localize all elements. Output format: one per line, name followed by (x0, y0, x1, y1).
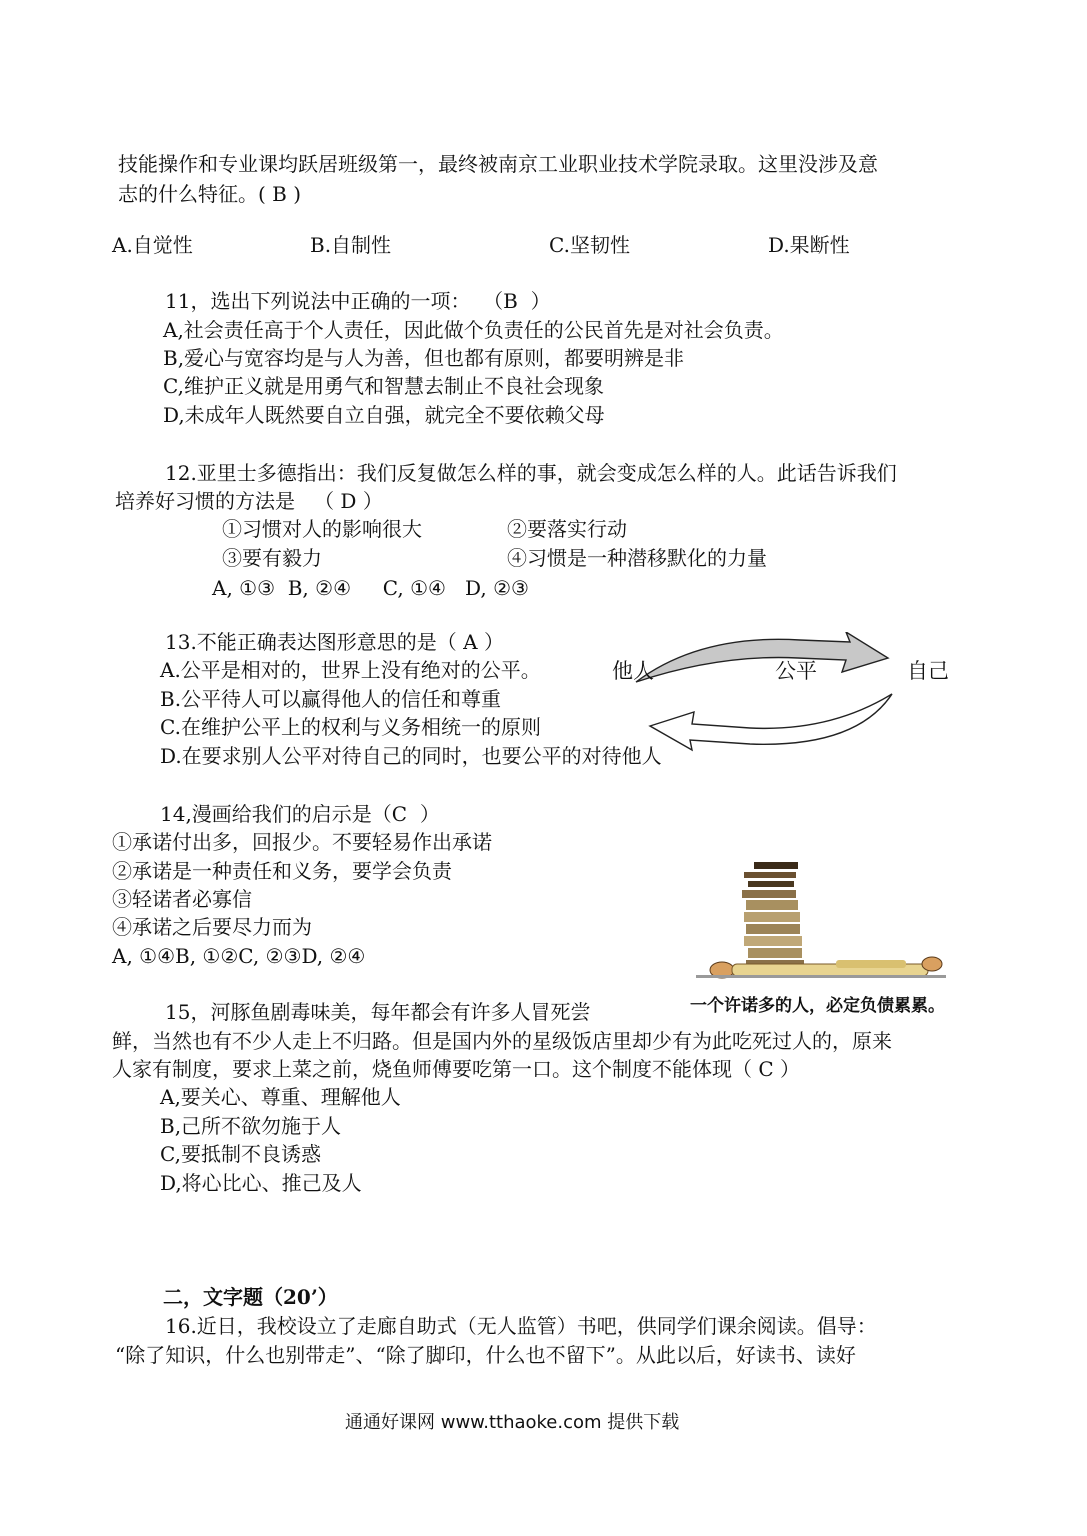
q11-stem: 11，选出下列说法中正确的一项： （B ） (165, 289, 551, 313)
q15-option-b: B,己所不欲勿施于人 (160, 1114, 342, 1138)
q14-item-4: ④承诺之后要尽力而为 (112, 915, 312, 939)
q13-option-c: C.在维护公平上的权利与义务相统一的原则 (160, 715, 541, 739)
q14-item-1: ①承诺付出多，回报少。不要轻易作出承诺 (112, 830, 492, 854)
q14-choices: A, ①④B, ①②C, ②③D, ②④ (112, 944, 366, 968)
upper-arrow-icon (636, 632, 888, 682)
q10-line2: 志的什么特征。( B ) (118, 182, 302, 206)
diagram-label-others: 他人 (612, 659, 654, 683)
q15-option-a: A,要关心、尊重、理解他人 (160, 1085, 401, 1109)
page-footer: 通通好课网 www.tthaoke.com 提供下载 (345, 1412, 680, 1433)
q12-choices: A, ①③ B, ②④ C, ①④ D, ②③ (212, 576, 529, 600)
q11-option-b: B,爱心与宽容均是与人为善，但也都有原则，都要明辨是非 (163, 346, 685, 370)
q10-option-d: D.果断性 (768, 233, 850, 257)
q15-line1: 15，河豚鱼剧毒味美，每年都会有许多人冒死尝 (165, 1000, 591, 1024)
q12-item-1: ①习惯对人的影响很大 (222, 517, 422, 541)
q12-stem-line2: 培养好习惯的方法是 （ D ） (115, 489, 383, 513)
q11-option-d: D,未成年人既然要自立自强，就完全不要依赖父母 (163, 403, 605, 427)
q14-item-3: ③轻诺者必寡信 (112, 887, 252, 911)
q15-line2: 鲜，当然也有不少人走上不归路。但是国内外的星级饭店里却少有为此吃死过人的，原来 (112, 1029, 892, 1053)
q10-option-b: B.自制性 (310, 233, 392, 257)
q13-stem: 13.不能正确表达图形意思的是（ A ） (165, 630, 504, 654)
q13-option-b: B.公平待人可以赢得他人的信任和尊重 (160, 687, 502, 711)
q15-option-c: C,要抵制不良诱惑 (160, 1142, 321, 1166)
q13-option-a: A.公平是相对的，世界上没有绝对的公平。 (160, 658, 541, 682)
q10-option-c: C.坚韧性 (549, 233, 630, 257)
q11-option-a: A,社会责任高于个人责任，因此做个负责任的公民首先是对社会负责。 (163, 318, 784, 342)
q15-line3: 人家有制度，要求上菜之前，烧鱼师傅要吃第一口。这个制度不能体现（ C ） (112, 1057, 801, 1081)
q10-option-a: A.自觉性 (112, 233, 193, 257)
q12-stem-line1: 12.亚里士多德指出：我们反复做怎么样的事，就会变成怎么样的人。此话告诉我们 (165, 461, 897, 485)
cartoon-caption: 一个许诺多的人，必定负债累累。 (690, 996, 945, 1016)
q14-stem: 14,漫画给我们的启示是（C ） (160, 802, 440, 826)
q15-option-d: D,将心比心、推己及人 (160, 1171, 362, 1195)
q12-item-3: ③要有毅力 (222, 546, 322, 570)
q12-item-2: ②要落实行动 (507, 517, 627, 541)
lower-arrow-icon (650, 694, 892, 750)
q16-line1: 16.近日，我校设立了走廊自助式（无人监管）书吧，供同学们课余阅读。倡导： (165, 1314, 877, 1338)
q12-item-4: ④习惯是一种潜移默化的力量 (507, 546, 767, 570)
q11-option-c: C,维护正义就是用勇气和智慧去制止不良社会现象 (163, 374, 604, 398)
diagram-label-self: 自己 (907, 659, 949, 683)
lying-person-icon (696, 957, 946, 978)
section2-heading: 二，文字题（20’） (163, 1285, 338, 1309)
q16-line2: “除了知识，什么也别带走”、“除了脚印，什么也不留下”。从此以后，好读书、读好 (115, 1343, 856, 1367)
diagram-label-fairness: 公平 (775, 659, 817, 683)
paper-stack-icon (742, 862, 804, 968)
q13-option-d: D.在要求别人公平对待自己的同时，也要公平的对待他人 (160, 744, 662, 768)
q14-item-2: ②承诺是一种责任和义务，要学会负责 (112, 859, 452, 883)
q10-line1: 技能操作和专业课均跃居班级第一，最终被南京工业职业技术学院录取。这里没涉及意 (118, 152, 878, 176)
fairness-cycle-diagram (630, 632, 910, 752)
